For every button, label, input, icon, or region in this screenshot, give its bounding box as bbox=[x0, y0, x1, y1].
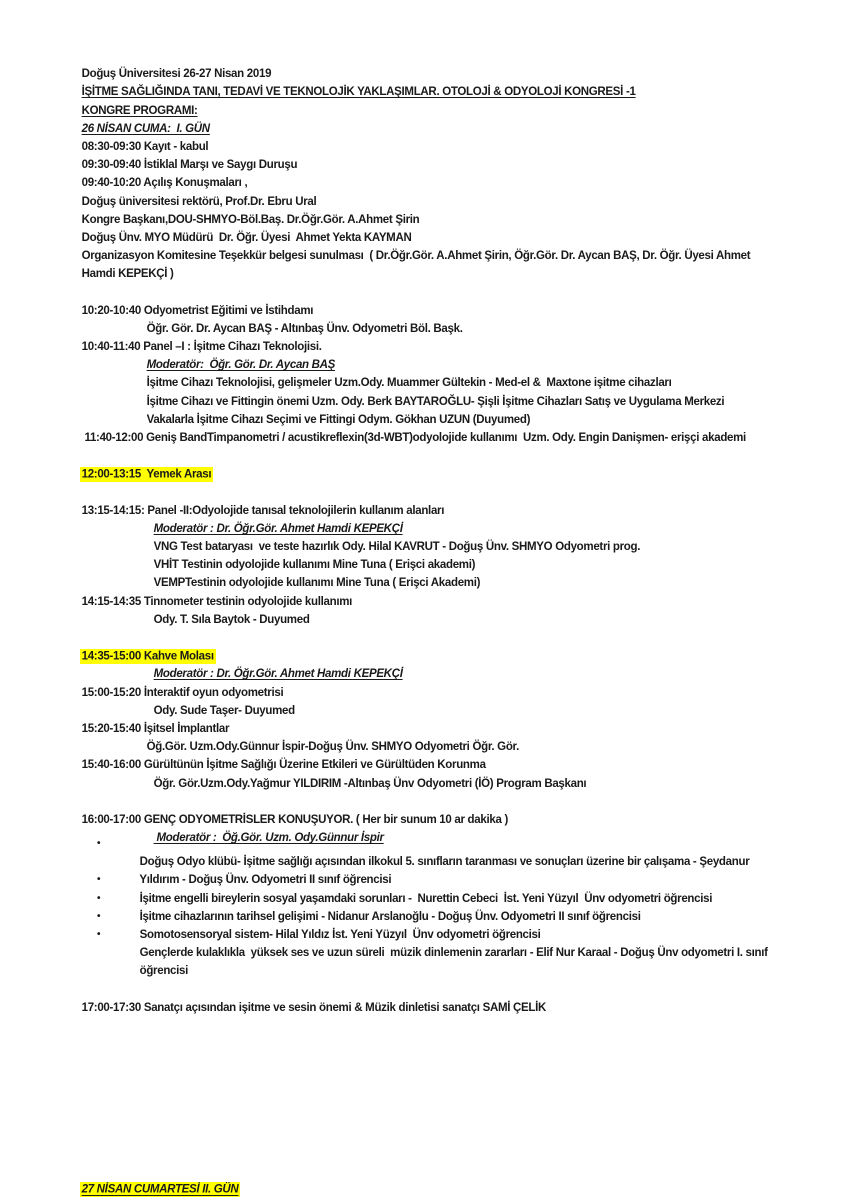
program-line bbox=[70, 665, 800, 699]
blank-line bbox=[70, 775, 800, 793]
line-text: Gençlerde kulaklıkla yüksek ses ve uzun süreli müzik dinlemenin zararları - Elif Nur Karaal - Doğuş Ünv odyometri I. sınıf bbox=[139, 947, 768, 960]
line-text: 27 NİSAN CUMARTESİ II. GÜN bbox=[81, 1183, 239, 1196]
line-text: 14:15-14:35 Tinnometer testinin odyolojide kullanımı bbox=[81, 595, 353, 608]
line-text: 08:30-09:30 Kayıt - kabul bbox=[81, 140, 209, 153]
line-text: Doğuş üniversitesi rektörü, Prof.Dr. Ebru Ural bbox=[81, 195, 317, 208]
blank-line bbox=[70, 465, 800, 483]
line-text: 10:40-11:40 Panel –I : İşitme Cihazı Teknolojisi. bbox=[81, 341, 322, 354]
blank-line bbox=[70, 1053, 800, 1071]
program-line bbox=[70, 738, 800, 772]
line-text: VEMPTestinin odyolojide kullanımı Mine Tuna ( Erişci Akademi) bbox=[153, 577, 481, 590]
line-text: İşitme Cihazı ve Fittingin önemi Uzm. Ody. Berk BAYTAROĞLU- Şişli İşitme Cihazları Satış ve Uygulama Merkezi bbox=[146, 395, 725, 408]
bullet-icon: • bbox=[97, 929, 101, 940]
blank-line bbox=[70, 265, 800, 283]
program-line bbox=[70, 502, 800, 535]
program-line bbox=[70, 156, 800, 190]
blank-line bbox=[70, 1035, 800, 1053]
blank-line bbox=[70, 962, 800, 980]
line-text: 10:20-10:40 Odyometrist Eğitimi ve İstihdamı bbox=[81, 304, 314, 317]
program-line bbox=[70, 556, 800, 590]
line-text: Moderatör : Dr. Öğr.Gör. Ahmet Hamdi KEPEKÇİ bbox=[153, 668, 403, 681]
line-text: 15:20-15:40 İşitsel İmplantlar bbox=[81, 722, 230, 735]
bullet-icon: • bbox=[97, 874, 101, 886]
program-line bbox=[70, 981, 800, 1014]
line-text: Moderatör : Öğ.Gör. Uzm. Ody.Günnur İspir bbox=[153, 832, 384, 845]
bullet-item bbox=[70, 926, 800, 960]
line-text: İŞİTME SAĞLIĞINDA TANI, TEDAVİ VE TEKNOLOJİK YAKLAŞIMLAR. OTOLOJİ & ODYOLOJİ KONGRESİ -1 bbox=[81, 86, 636, 99]
line-text: Hamdi KEPEKÇİ ) bbox=[81, 268, 174, 281]
bullet-item-continued bbox=[70, 944, 800, 978]
program-line bbox=[70, 47, 800, 81]
line-text: Organizasyon Komitesine Teşekkür belgesi sunulması ( Dr.Öğr.Gör. A.Ahmet Şirin, Öğr.Gör. Dr. Aycan BAŞ, Dr. Öğr. Üyesi Ahmet bbox=[81, 250, 751, 263]
line-text: VNG Test bataryası ve teste hazırlık Ody. Hilal KAVRUT - Doğuş Ünv. SHMYO Odyometri prog. bbox=[153, 541, 641, 554]
program-line bbox=[70, 174, 800, 208]
program-line bbox=[70, 720, 800, 754]
line-text: Yıldırım - Doğuş Ünv. Odyometri II sınıf öğrencisi bbox=[139, 874, 392, 887]
program-line bbox=[70, 120, 800, 153]
line-text: 11:40-12:00 Geniş BandTimpanometri / acustikreflexin(3d-WBT)odyolojide kullanımı Uzm. Ody. Engin Danişmen- erişçi akademi bbox=[81, 431, 746, 444]
program-line bbox=[70, 211, 800, 244]
blank-line bbox=[70, 1144, 800, 1162]
program-line bbox=[70, 484, 800, 517]
program-line bbox=[70, 793, 800, 826]
program-line bbox=[70, 302, 800, 335]
line-text: Doğuş Ünv. MYO Müdürü Dr. Öğr. Üyesi Ahmet Yekta KAYMAN bbox=[81, 231, 412, 244]
program-line bbox=[70, 756, 800, 790]
blank-line bbox=[70, 1072, 800, 1090]
line-text: Doğuş Odyo klübü- İşitme sağlığı açısından ilkokul 5. sınıfların taranması ve sonuçları üzerine bir çalışama - Şeydanur bbox=[139, 856, 750, 869]
program-line bbox=[70, 520, 800, 554]
break-line bbox=[70, 629, 800, 663]
line-text: Vakalarla İşitme Cihazı Seçimi ve Fittingi Odym. Gökhan UZUN (Duyumed) bbox=[146, 413, 531, 426]
line-text: Somotosensoryal sistem- Hilal Yıldız İst. Yeni Yüzyıl Ünv odyometri öğrencisi bbox=[139, 929, 541, 942]
program-line bbox=[70, 684, 800, 717]
line-text: İşitme engelli bireylerin sosyal yaşamdaki sorunları - Nurettin Cebeci İst. Yeni Yüzyıl Ünv odyometri öğrencisi bbox=[139, 892, 713, 905]
program-line bbox=[70, 83, 800, 117]
line-text: İşitme cihazlarının tarihsel gelişimi - Nidanur Arslanoğlu - Doğuş Ünv. Odyometri II sınıf öğrencisi bbox=[139, 910, 641, 923]
program-line bbox=[70, 338, 800, 372]
program-line bbox=[70, 593, 800, 626]
program-line bbox=[70, 647, 800, 681]
line-text: Öğ.Gör. Uzm.Ody.Günnur İspir-Doğuş Ünv. SHMYO Odyometri Öğr. Gör. bbox=[146, 741, 519, 754]
line-text: Ody. T. Sıla Baytok - Duyumed bbox=[153, 613, 310, 626]
program-line bbox=[70, 356, 800, 390]
program-line bbox=[70, 374, 800, 408]
bullet-item bbox=[70, 835, 800, 869]
blank-line bbox=[70, 1090, 800, 1108]
blank-line bbox=[70, 1108, 800, 1126]
line-text: 14:35-15:00 Kahve Molası bbox=[81, 650, 214, 663]
bullet-icon: • bbox=[97, 910, 101, 922]
program-line bbox=[70, 411, 800, 444]
line-text: VHİT Testinin odyolojide kullanımı Mine Tuna ( Erişci akademi) bbox=[153, 559, 476, 572]
program-line bbox=[70, 283, 800, 317]
program-line bbox=[70, 229, 800, 263]
line-text: Ody. Sude Taşer- Duyumed bbox=[153, 704, 295, 717]
day-heading bbox=[70, 1162, 800, 1196]
program-line bbox=[70, 811, 800, 845]
line-text: 13:15-14:15: Panel -II:Odyolojide tanısal teknolojilerin kullanım alanları bbox=[81, 504, 445, 517]
program-text bbox=[70, 47, 800, 1196]
line-text: Doğuş Üniversitesi 26-27 Nisan 2019 bbox=[81, 68, 272, 81]
line-text: 15:00-15:20 İnteraktif oyun odyometrisi bbox=[81, 686, 284, 699]
blank-line bbox=[70, 429, 800, 447]
line-text: 12:00-13:15 Yemek Arası bbox=[81, 468, 212, 481]
line-text: Kongre Başkanı,DOU-SHMYO-Böl.Baş. Dr.Öğr.Gör. A.Ahmet Şirin bbox=[81, 213, 420, 226]
line-text: 16:00-17:00 GENÇ ODYOMETRİSLER KONUŞUYOR. ( Her bir sunum 10 ar dakika ) bbox=[81, 813, 508, 826]
program-line bbox=[70, 538, 800, 572]
program-line bbox=[70, 393, 800, 426]
program-line bbox=[70, 320, 800, 354]
line-text: 09:30-09:40 İstiklal Marşı ve Saygı Duruşu bbox=[81, 159, 298, 172]
blank-line bbox=[70, 1017, 800, 1035]
line-text: KONGRE PROGRAMI: bbox=[81, 104, 198, 117]
program-line bbox=[70, 702, 800, 735]
program-line bbox=[70, 247, 800, 281]
line-text: İşitme Cihazı Teknolojisi, gelişmeler Uzm.Ody. Muammer Gültekin - Med-el & Maxtone işitme cihazları bbox=[146, 377, 672, 390]
bullet-item bbox=[70, 890, 800, 923]
bullet-icon: • bbox=[97, 892, 101, 904]
program-line bbox=[70, 138, 800, 172]
line-text: Moderatör : Dr. Öğr.Gör. Ahmet Hamdi KEPEKÇİ bbox=[153, 522, 403, 535]
blank-line bbox=[70, 999, 800, 1017]
line-text: 15:40-16:00 Gürültünün İşitme Sağlığı Üzerine Etkileri ve Gürültüden Korunma bbox=[81, 759, 486, 772]
line-text: 09:40-10:20 Açılış Konuşmaları , bbox=[81, 177, 248, 190]
line-text: 17:00-17:30 Sanatçı açısından işitme ve sesin önemi & Müzik dinletisi sanatçı SAMİ ÇELİK bbox=[81, 1001, 547, 1014]
program-line bbox=[70, 102, 800, 135]
bullet-item-continued bbox=[70, 853, 800, 887]
bullet-item bbox=[70, 908, 800, 942]
bullet-icon: • bbox=[97, 838, 101, 850]
line-text: Moderatör: Öğr. Gör. Dr. Aycan BAŞ bbox=[146, 359, 336, 372]
line-text: Öğr. Gör.Uzm.Ody.Yağmur YILDIRIM -Altınbaş Ünv Odyometri (İÖ) Program Başkanı bbox=[153, 777, 587, 790]
program-line bbox=[70, 193, 800, 226]
program-line bbox=[70, 65, 800, 99]
bullet-item bbox=[70, 871, 800, 905]
line-text: Öğr. Gör. Dr. Aycan BAŞ - Altınbaş Ünv. Odyometri Böl. Başk. bbox=[146, 322, 463, 335]
line-text: öğrencisi bbox=[139, 965, 189, 978]
blank-line bbox=[70, 1126, 800, 1144]
break-line bbox=[70, 447, 800, 481]
program-line bbox=[70, 574, 800, 608]
line-text: 26 NİSAN CUMA: I. GÜN bbox=[81, 122, 210, 135]
blank-line bbox=[70, 611, 800, 629]
